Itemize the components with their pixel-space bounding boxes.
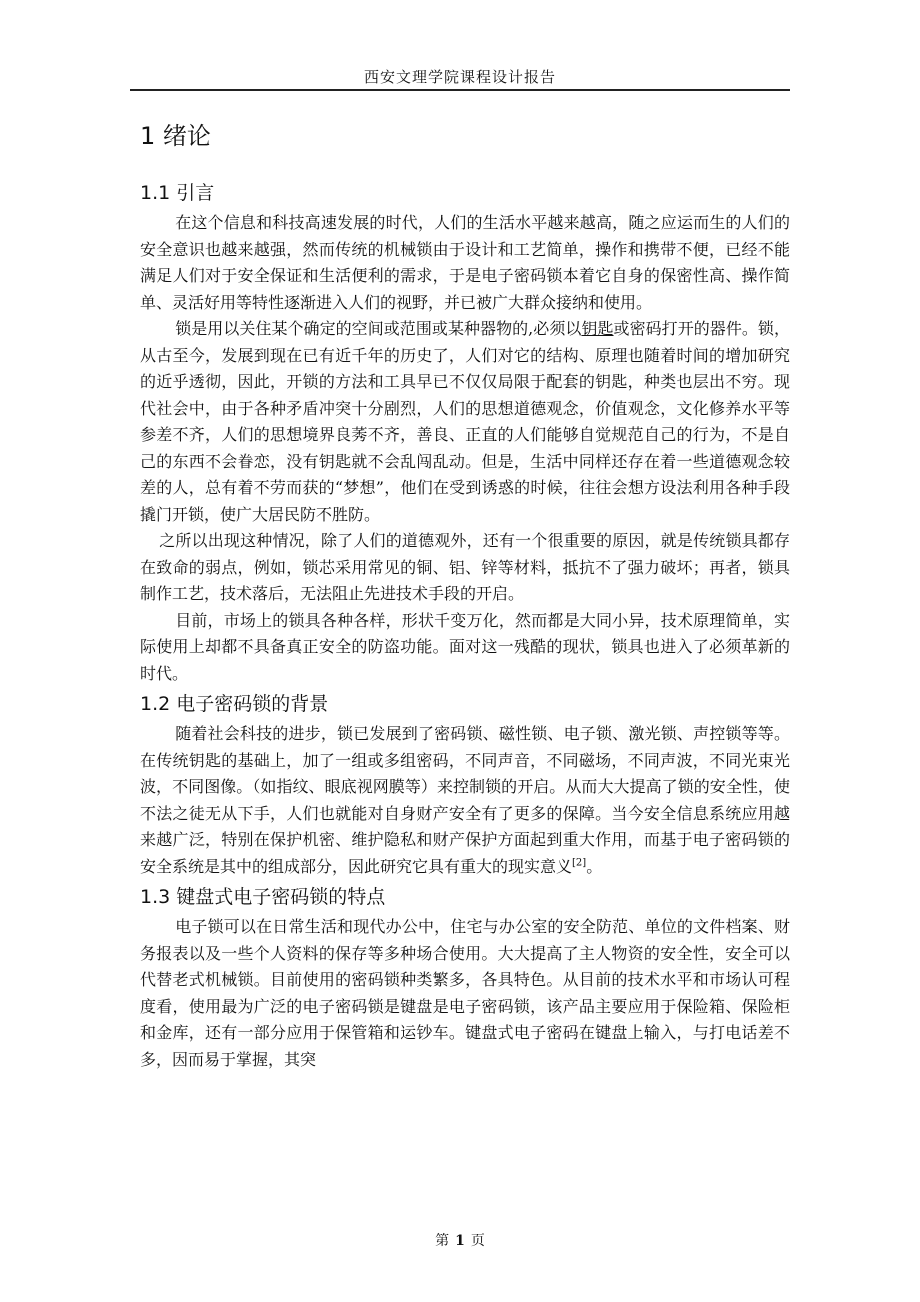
paragraph-1-2-1 (140, 721, 790, 880)
running-header: 西安文理学院课程设计报告 (363, 68, 556, 86)
paragraph-1-1-1: 在这个信息和科技高速发展的时代，人们的生活水平越来越高，随之应运而生的人们的安全意识也越来越强，然而传统的机械锁由于设计和工艺简单，操作和携带不便，已经不能满足人们对于安全保证和生活便利的需求，于是电子密码锁本着它自身的保密性高、操作简单、灵活好用等特性逐渐进入人们的视野，并已被广大群众接纳和使用。 (140, 213, 790, 312)
paragraph-1-1-4: 目前，市场上的锁具各种各样，形状千变万化，然而都是大同小异，技术原理简单，实际使用上却都不具备真正安全的防盗功能。面对这一残酷的现状，锁具也进入了必须革新的时代。 (140, 610, 790, 683)
chapter-title: 1 绪论 (140, 122, 211, 150)
footer-suffix: 页 (470, 1233, 485, 1249)
citation-ref: [2] (572, 857, 587, 869)
section-title-1-3: 1.3 键盘式电子密码锁的特点 (140, 886, 386, 908)
paragraph-text: 锁是用以关住某个确定的空间或范围或某种器物的,必须以 (175, 319, 582, 338)
paragraph-text: 或密码打开的器件。锁，从古至今，发展到现在已有近千年的历史了，人们对它的结构、原理也随着时间的增加研究的近乎透彻，因此，开锁的方法和工具早已不仅仅局限于配套的钥匙，种类也层出不穷。现代社会中，由于各种矛盾冲突十分剧烈，人们的思想道德观念，价值观念，文化修养水平等参差不齐，人们的思想境界良莠不齐，善良、正直的人们能够自觉规范自己的行为，不是自己的东西不会眷恋，没有钥匙就不会乱闯乱动。但是，生活中同样还存在着一些道德观念较差的人，总有着不劳而获的“梦想”，他们在受到诱惑的时候，往往会想方设法利用各种手段撬门开锁，使广大居民防不胜防。 (140, 319, 790, 524)
section-title-1-1: 1.1 引言 (140, 182, 215, 204)
section-title-1-2: 1.2 电子密码锁的背景 (140, 693, 329, 715)
paragraph-1-1-3: 之所以出现这种情况，除了人们的道德观外，还有一个很重要的原因，就是传统锁具都存在致命的弱点，例如，锁芯采用常见的铜、铝、锌等材料，抵抗不了强力破坏；再者，锁具制作工艺，技术落后，无法阻止先进技术手段的开启。 (140, 531, 790, 603)
key-term-link[interactable]: 钥匙 (581, 319, 614, 338)
page-number: 1 (455, 1233, 465, 1249)
footer-prefix: 第 (435, 1233, 450, 1249)
header-rule (130, 89, 790, 91)
paragraph-text: 。 (586, 856, 603, 876)
page-footer (0, 1230, 920, 1250)
page-body (140, 118, 790, 1073)
paragraph-1-3-1: 电子锁可以在日常生活和现代办公中，住宅与办公室的安全防范、单位的文件档案、财务报表以及一些个人资料的保存等多种场合使用。大大提高了主人物资的安全性，安全可以代替老式机械锁。目前使用的密码锁种类繁多，各具特色。从目前的技术水平和市场认可程度看，使用最为广泛的电子密码锁是键盘是电子密码锁，该产品主要应用于保险箱、保险柜和金库，还有一部分应用于保管箱和运钞车。键盘式电子密码在键盘上输入，与打电话差不多，因而易于掌握，其突 (140, 917, 790, 1069)
paragraph-1-1-2 (140, 316, 790, 528)
paragraph-text: 随着社会科技的进步，锁已发展到了密码锁、磁性锁、电子锁、激光锁、声控锁等等。在传统钥匙的基础上，加了一组或多组密码，不同声音，不同磁场，不同声波，不同光束光波，不同图像。（如指纹、眼底视网膜等）来控制锁的开启。从而大大提高了锁的安全性，使不法之徒无从下手，人们也就能对自身财产安全有了更多的保障。当今安全信息系统应用越来越广泛，特别在保护机密、维护隐私和财产保护方面起到重大作用，而基于电子密码锁的安全系统是其中的组成部分，因此研究它具有重大的现实意义 (140, 724, 790, 876)
